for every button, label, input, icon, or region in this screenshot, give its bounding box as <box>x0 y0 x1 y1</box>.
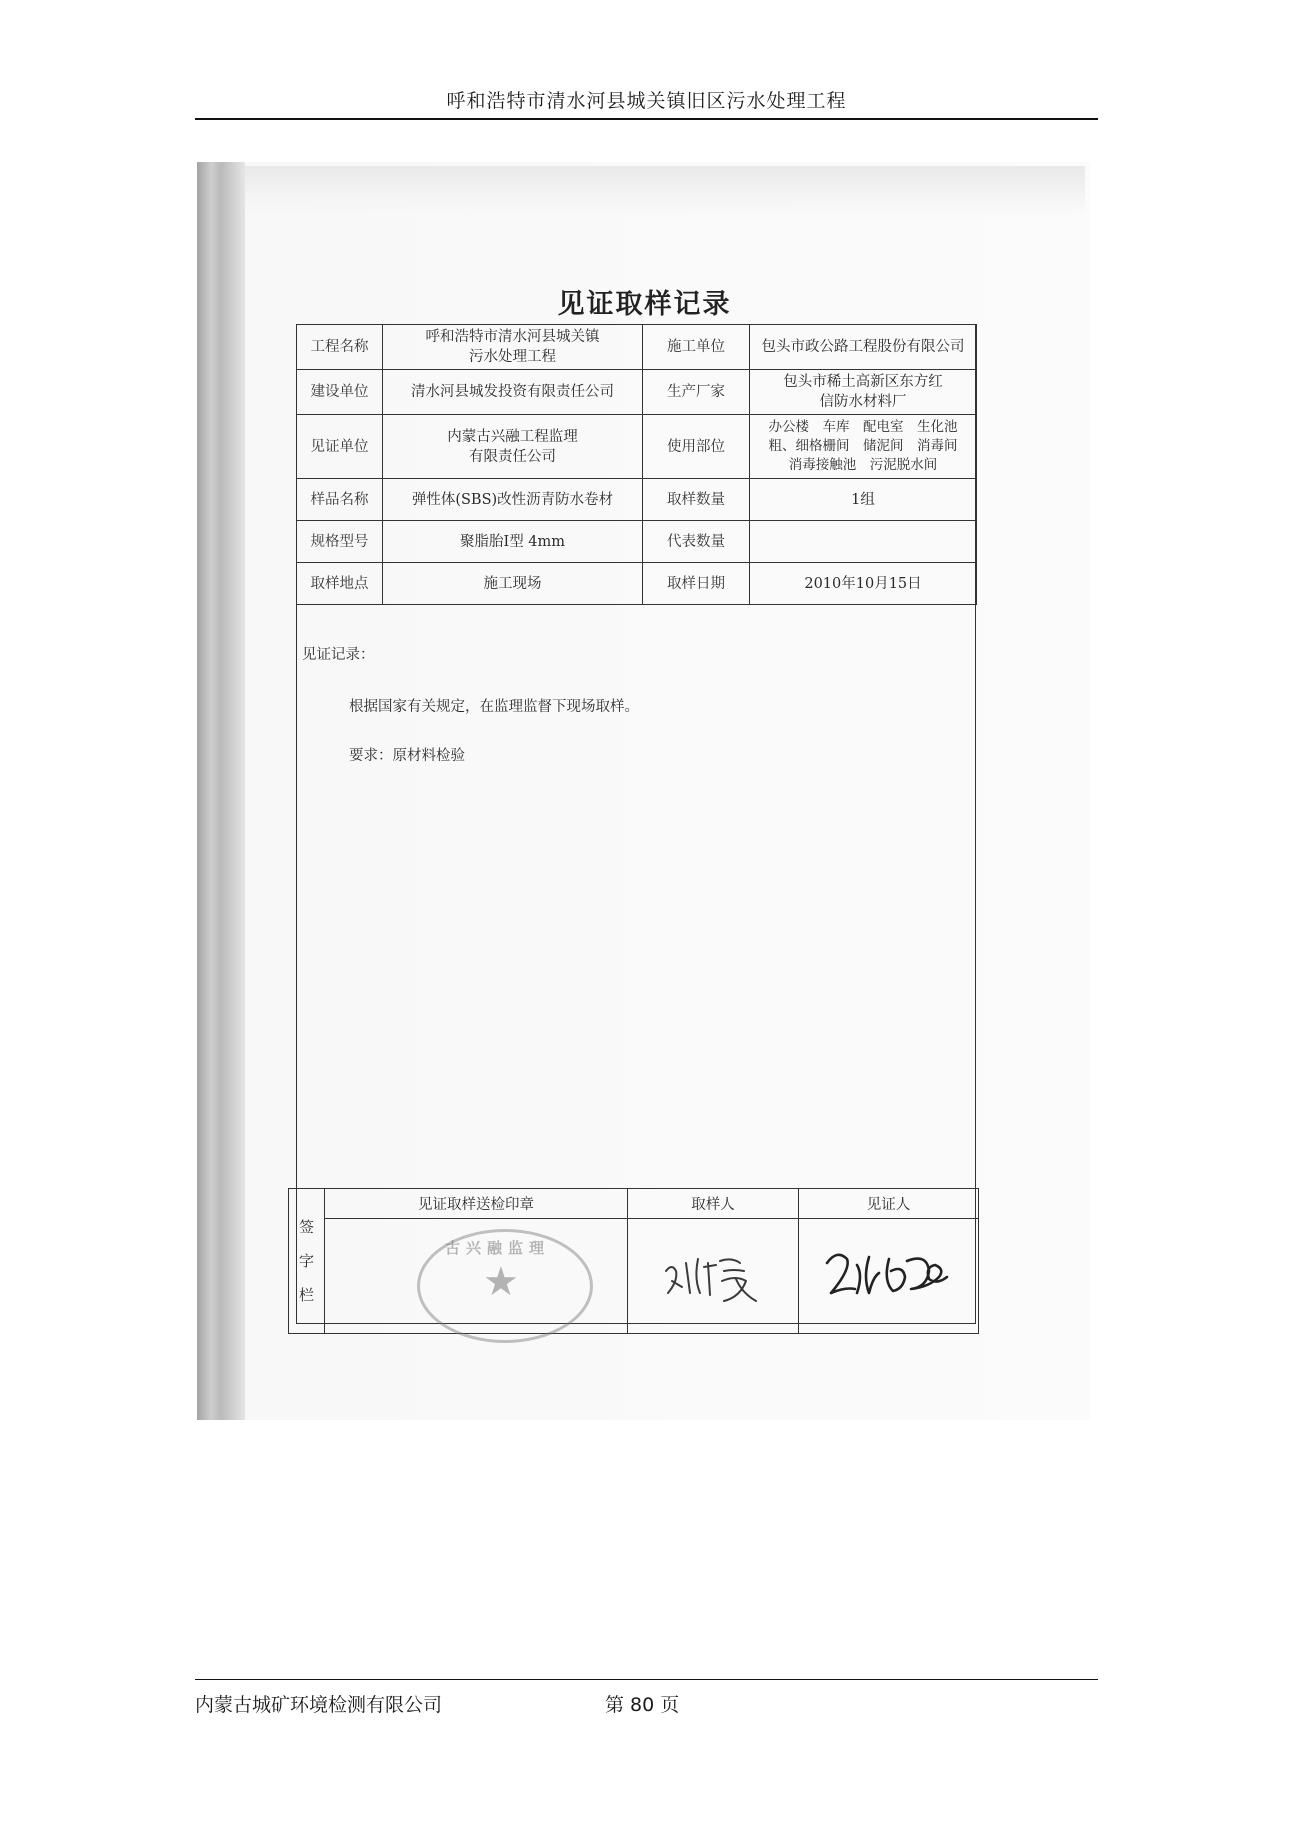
value-usage-location: 办公楼 车库 配电室 生化池 粗、细格栅间 储泥间 消毒间 消毒接触池 污泥脱水间 <box>750 415 977 479</box>
header-divider <box>195 118 1098 120</box>
column-stamp: 见证取样送检印章 <box>325 1189 628 1219</box>
label-represent-quantity: 代表数量 <box>643 521 750 563</box>
value-sampling-site: 施工现场 <box>383 563 643 605</box>
witness-signature <box>799 1219 979 1329</box>
value-sample-name: 弹性体(SBS)改性沥青防水卷材 <box>383 479 643 521</box>
value-sample-quantity: 1组 <box>750 479 977 521</box>
form-title: 见证取样记录 <box>557 289 732 320</box>
table-row <box>289 1189 979 1219</box>
witness-record-label: 见证记录： <box>302 647 375 663</box>
value-represent-quantity <box>750 521 977 563</box>
sampler-signature <box>628 1219 799 1329</box>
page-number: 第 80 页 <box>605 1694 680 1716</box>
label-sample-name: 样品名称 <box>297 479 383 521</box>
value-spec-model: 聚脂胎Ⅰ型 4mm <box>383 521 643 563</box>
label-spec-model: 规格型号 <box>297 521 383 563</box>
sample-info-table <box>296 324 977 605</box>
seal-text: 古兴融监理 <box>445 1239 551 1257</box>
label-sampling-site: 取样地点 <box>297 563 383 605</box>
witness-record-text: 根据国家有关规定，在监理监督下现场取样。 <box>349 699 639 715</box>
table-row <box>297 325 977 370</box>
stamp-cell <box>325 1219 628 1334</box>
witness-signature-cell <box>799 1219 979 1334</box>
scan-binding-shadow <box>197 162 245 1420</box>
table-row <box>297 563 977 605</box>
value-construction-unit: 包头市政公路工程股份有限公司 <box>750 325 977 370</box>
label-owner-unit: 建设单位 <box>297 370 383 415</box>
footer-company: 内蒙古城矿环境检测有限公司 <box>195 1694 443 1716</box>
label-sample-quantity: 取样数量 <box>643 479 750 521</box>
signature-side-label: 签 字 栏 <box>289 1189 325 1334</box>
label-project-name: 工程名称 <box>297 325 383 370</box>
table-row <box>289 1219 979 1334</box>
label-construction-unit: 施工单位 <box>643 325 750 370</box>
label-witness-unit: 见证单位 <box>297 415 383 479</box>
table-row <box>297 479 977 521</box>
column-witness: 见证人 <box>799 1189 979 1219</box>
column-sampler: 取样人 <box>628 1189 799 1219</box>
value-project-name: 呼和浩特市清水河县城关镇 污水处理工程 <box>383 325 643 370</box>
value-owner-unit: 清水河县城发投资有限责任公司 <box>383 370 643 415</box>
table-row <box>297 521 977 563</box>
label-sampling-date: 取样日期 <box>643 563 750 605</box>
signature-table <box>288 1188 979 1334</box>
scan-top-bleed <box>245 166 1085 216</box>
table-row <box>297 415 977 479</box>
witness-requirement-text: 要求：原材料检验 <box>349 748 465 764</box>
seal-star-icon: ★ <box>483 1259 519 1305</box>
value-sampling-date: 2010年10月15日 <box>750 563 977 605</box>
value-witness-unit: 内蒙古兴融工程监理 有限责任公司 <box>383 415 643 479</box>
table-row <box>297 370 977 415</box>
sampler-signature-cell <box>628 1219 799 1334</box>
page-header: 呼和浩特市清水河县城关镇旧区污水处理工程 <box>446 90 847 112</box>
value-manufacturer: 包头市稀土高新区东方红 信防水材料厂 <box>750 370 977 415</box>
footer-divider <box>195 1679 1098 1680</box>
label-manufacturer: 生产厂家 <box>643 370 750 415</box>
label-usage-location: 使用部位 <box>643 415 750 479</box>
